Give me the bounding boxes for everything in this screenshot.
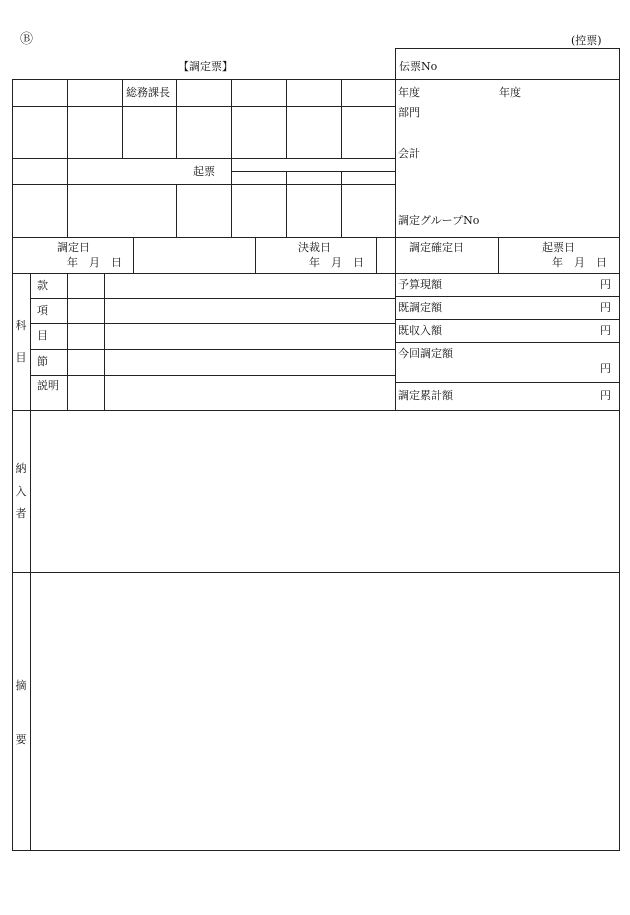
subject-row-setsu: 節 bbox=[37, 355, 48, 368]
circle-b-mark: Ⓑ bbox=[20, 32, 34, 47]
current-assessed-yen: 円 bbox=[600, 362, 611, 375]
form-title: 【調定票】 bbox=[178, 60, 233, 73]
fiscal-year-label: 年度 bbox=[398, 86, 420, 99]
issue-date-month: 月 bbox=[574, 256, 585, 269]
cumulative-assessed-label: 調定累計額 bbox=[398, 389, 453, 402]
current-assessed-label: 今回調定額 bbox=[398, 347, 453, 360]
prior-received-yen: 円 bbox=[600, 324, 611, 337]
issue-date-year: 年 bbox=[552, 256, 563, 269]
budget-amount-yen: 円 bbox=[600, 278, 611, 291]
subject-row-kan: 款 bbox=[37, 279, 48, 292]
decision-date-label: 決裁日 bbox=[298, 241, 331, 254]
subject-row-kou: 項 bbox=[37, 304, 48, 317]
subject-row-moku: 目 bbox=[37, 329, 48, 342]
summary-label-1: 摘 bbox=[15, 679, 27, 692]
director-label: 総務課長 bbox=[126, 86, 170, 99]
subject-side-label-2: 目 bbox=[15, 351, 27, 364]
subject-row-setsumei: 説明 bbox=[37, 379, 59, 392]
payer-label-1: 納 bbox=[15, 462, 27, 475]
prior-assessed-yen: 円 bbox=[600, 301, 611, 314]
budget-amount-label: 予算現額 bbox=[398, 278, 442, 291]
payer-label-3: 者 bbox=[15, 507, 27, 520]
issue-date-label: 起票日 bbox=[542, 241, 575, 254]
assessment-date-year: 年 bbox=[67, 256, 78, 269]
prior-assessed-label: 既調定額 bbox=[398, 301, 442, 314]
decision-date-month: 月 bbox=[331, 256, 342, 269]
assessment-date-month: 月 bbox=[89, 256, 100, 269]
decision-date-year: 年 bbox=[309, 256, 320, 269]
issue-date-day: 日 bbox=[596, 256, 607, 269]
decision-date-day: 日 bbox=[353, 256, 364, 269]
assessment-date-label: 調定日 bbox=[57, 241, 90, 254]
account-label: 会計 bbox=[398, 147, 420, 160]
assessment-date-day: 日 bbox=[111, 256, 122, 269]
copy-label: (控票) bbox=[571, 34, 602, 47]
confirm-date-label: 調定確定日 bbox=[409, 241, 464, 254]
payer-label-2: 入 bbox=[15, 485, 27, 498]
subject-side-label-1: 科 bbox=[15, 319, 27, 332]
department-label: 部門 bbox=[398, 106, 420, 119]
summary-label-2: 要 bbox=[15, 733, 27, 746]
group-no-label: 調定グループNo bbox=[398, 214, 480, 227]
issue-label: 起票 bbox=[193, 165, 215, 178]
slip-no-label: 伝票No bbox=[399, 60, 438, 73]
fiscal-year-label-2: 年度 bbox=[499, 86, 521, 99]
cumulative-assessed-yen: 円 bbox=[600, 389, 611, 402]
prior-received-label: 既収入額 bbox=[398, 324, 442, 337]
